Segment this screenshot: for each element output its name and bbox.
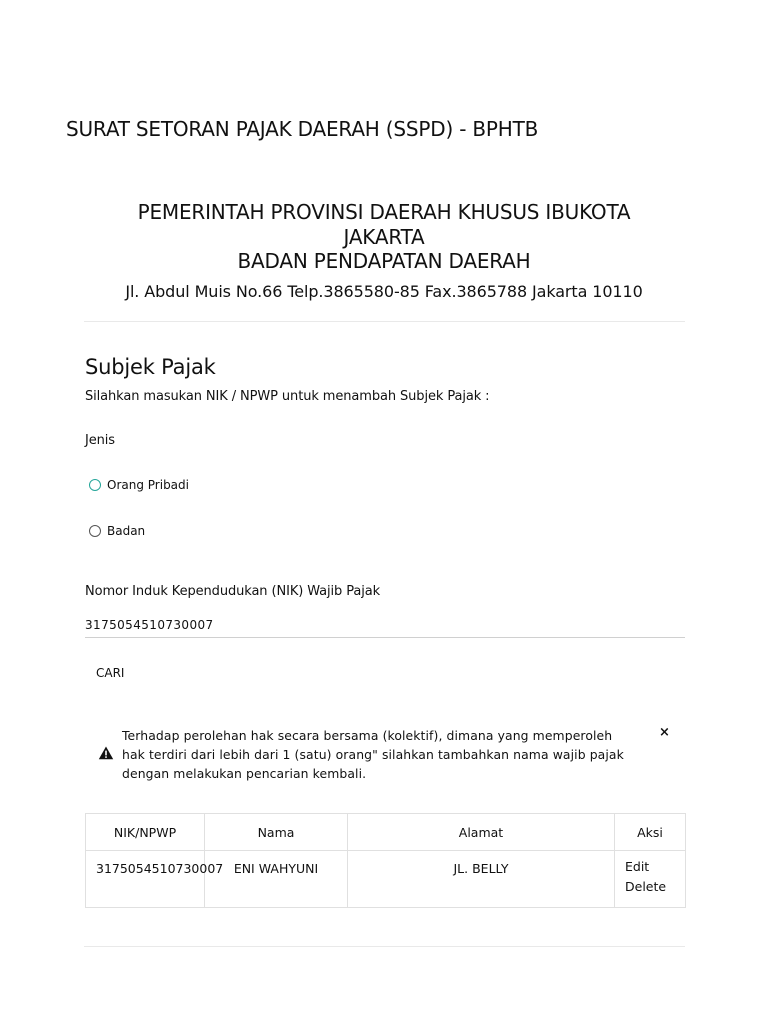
search-button[interactable]: CARI <box>90 661 136 685</box>
column-header-nama: Nama <box>205 814 348 851</box>
government-header <box>84 200 684 301</box>
agency-name: BADAN PENDAPATAN DAERAH <box>237 249 531 273</box>
radio-circle-icon[interactable] <box>89 525 101 537</box>
type-label: Jenis <box>85 433 115 448</box>
radio-badan[interactable] <box>89 524 145 538</box>
warning-icon <box>98 745 114 761</box>
delete-link[interactable]: Delete <box>625 879 667 894</box>
radio-label: Orang Pribadi <box>107 478 189 492</box>
radio-circle-icon[interactable] <box>89 479 101 491</box>
cell-alamat: JL. BELLY <box>348 851 615 908</box>
page-title: SURAT SETORAN PAJAK DAERAH (SSPD) - BPHTB <box>66 117 539 141</box>
nik-label: Nomor Induk Kependudukan (NIK) Wajib Pajak <box>85 584 381 599</box>
cell-actions <box>615 851 686 908</box>
agency-address: Jl. Abdul Muis No.66 Telp.3865580-85 Fax.3865788 Jakarta 10110 <box>125 281 643 301</box>
government-name-line1: PEMERINTAH PROVINSI DAERAH KHUSUS IBUKOTA <box>137 200 631 224</box>
nik-input[interactable] <box>85 612 685 638</box>
alert-text: Terhadap perolehan hak secara bersama (kolektif), dimana yang memperoleh hak terdiri dari lebih dari 1 (satu) orang" silahkan tambahkan nama wajib pajak dengan melakukan pencarian kembali. <box>122 728 624 781</box>
column-header-alamat: Alamat <box>348 814 615 851</box>
column-header-nik: NIK/NPWP <box>86 814 205 851</box>
radio-label: Badan <box>107 524 146 538</box>
header-divider <box>84 321 685 322</box>
footer-divider <box>84 946 685 947</box>
table-row <box>86 851 686 908</box>
instruction-text: Silahkan masukan NIK / NPWP untuk menambah Subjek Pajak : <box>85 389 490 404</box>
radio-orang-pribadi[interactable] <box>89 478 189 492</box>
edit-link[interactable]: Edit <box>625 859 650 874</box>
close-icon[interactable]: × <box>659 725 670 740</box>
section-title: Subjek Pajak <box>85 355 216 379</box>
alert-message <box>85 722 685 788</box>
government-name-line2: JAKARTA <box>343 224 425 249</box>
cell-nama: ENI WAHYUNI <box>205 851 348 908</box>
cell-nik: 3175054510730007 <box>86 851 205 908</box>
results-table <box>85 813 686 908</box>
column-header-aksi: Aksi <box>615 814 686 851</box>
table-header-row <box>86 814 686 851</box>
